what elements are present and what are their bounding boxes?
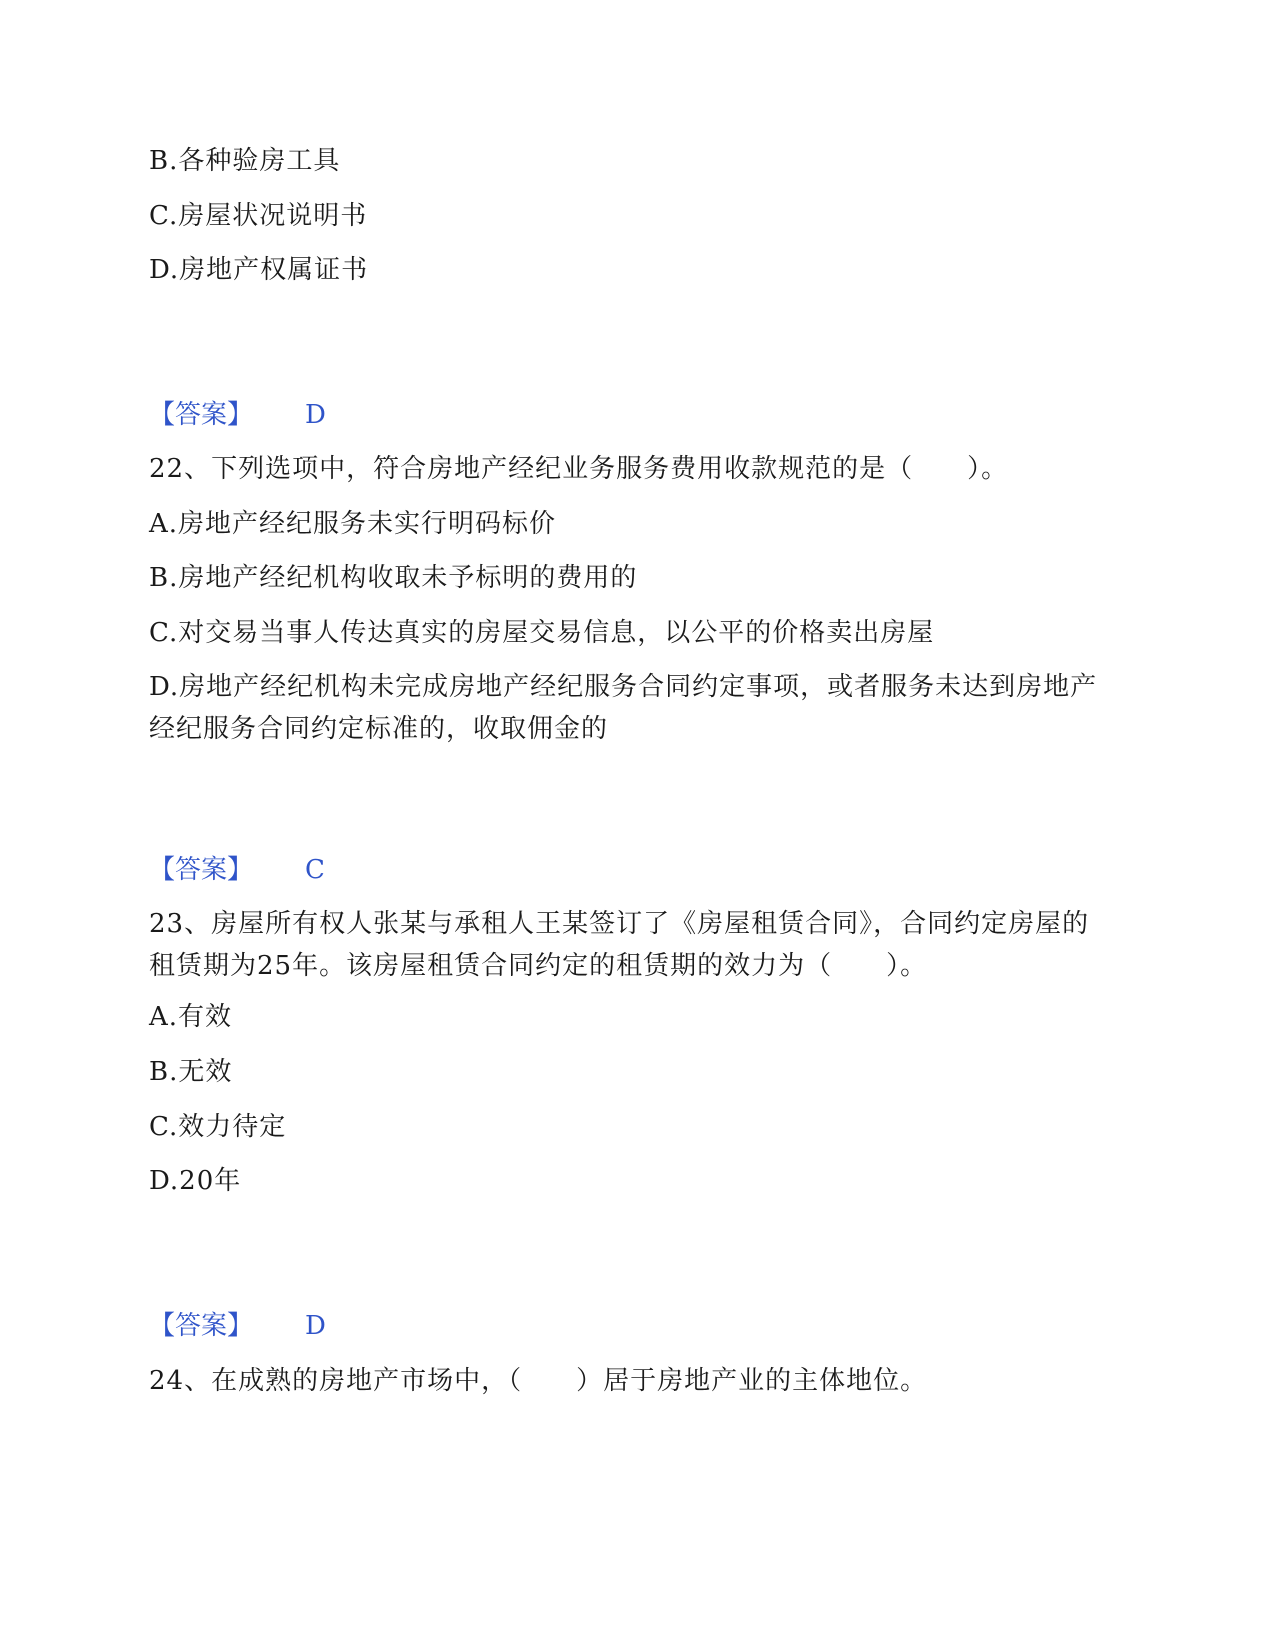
q22-option-c: C.对交易当事人传达真实的房屋交易信息，以公平的价格卖出房屋: [149, 618, 935, 648]
q21-answer: [149, 398, 326, 432]
answer-value: D: [305, 1311, 326, 1341]
q24-question: 24、在成熟的房地产市场中，（ ）居于房地产业的主体地位。: [149, 1366, 928, 1396]
q23-answer: [149, 1309, 326, 1343]
q23-question: 23、房屋所有权人张某与承租人王某签订了《房屋租赁合同》，合同约定房屋的租赁期为25年。该房屋租赁合同约定的租赁期的效力为（ ）。: [149, 909, 1090, 981]
answer-value: C: [305, 855, 325, 885]
answer-label: 【答案】: [149, 1311, 254, 1341]
q22-option-d: D.房地产经纪机构未完成房地产经纪服务合同约定事项，或者服务未达到房地产经纪服务合同约定标准的，收取佣金的: [149, 672, 1098, 744]
q22-option-b: B.房地产经纪机构收取未予标明的费用的: [149, 563, 638, 593]
q22-option-a: A.房地产经纪服务未实行明码标价: [149, 509, 557, 539]
answer-label: 【答案】: [149, 855, 254, 885]
q23-option-c: C.效力待定: [149, 1112, 287, 1142]
q22-question: 22、下列选项中，符合房地产经纪业务服务费用收款规范的是（ ）。: [149, 454, 1009, 484]
q23-option-d: D.20年: [149, 1166, 242, 1196]
q23-option-b: B.无效: [149, 1057, 233, 1087]
q21-option-c: C.房屋状况说明书: [149, 201, 368, 231]
q23-option-a: A.有效: [149, 1002, 233, 1032]
q21-option-d: D.房地产权属证书: [149, 255, 369, 285]
q22-answer: [149, 853, 325, 887]
answer-label: 【答案】: [149, 400, 254, 430]
answer-value: D: [305, 400, 326, 430]
q21-option-b: B.各种验房工具: [149, 146, 341, 176]
